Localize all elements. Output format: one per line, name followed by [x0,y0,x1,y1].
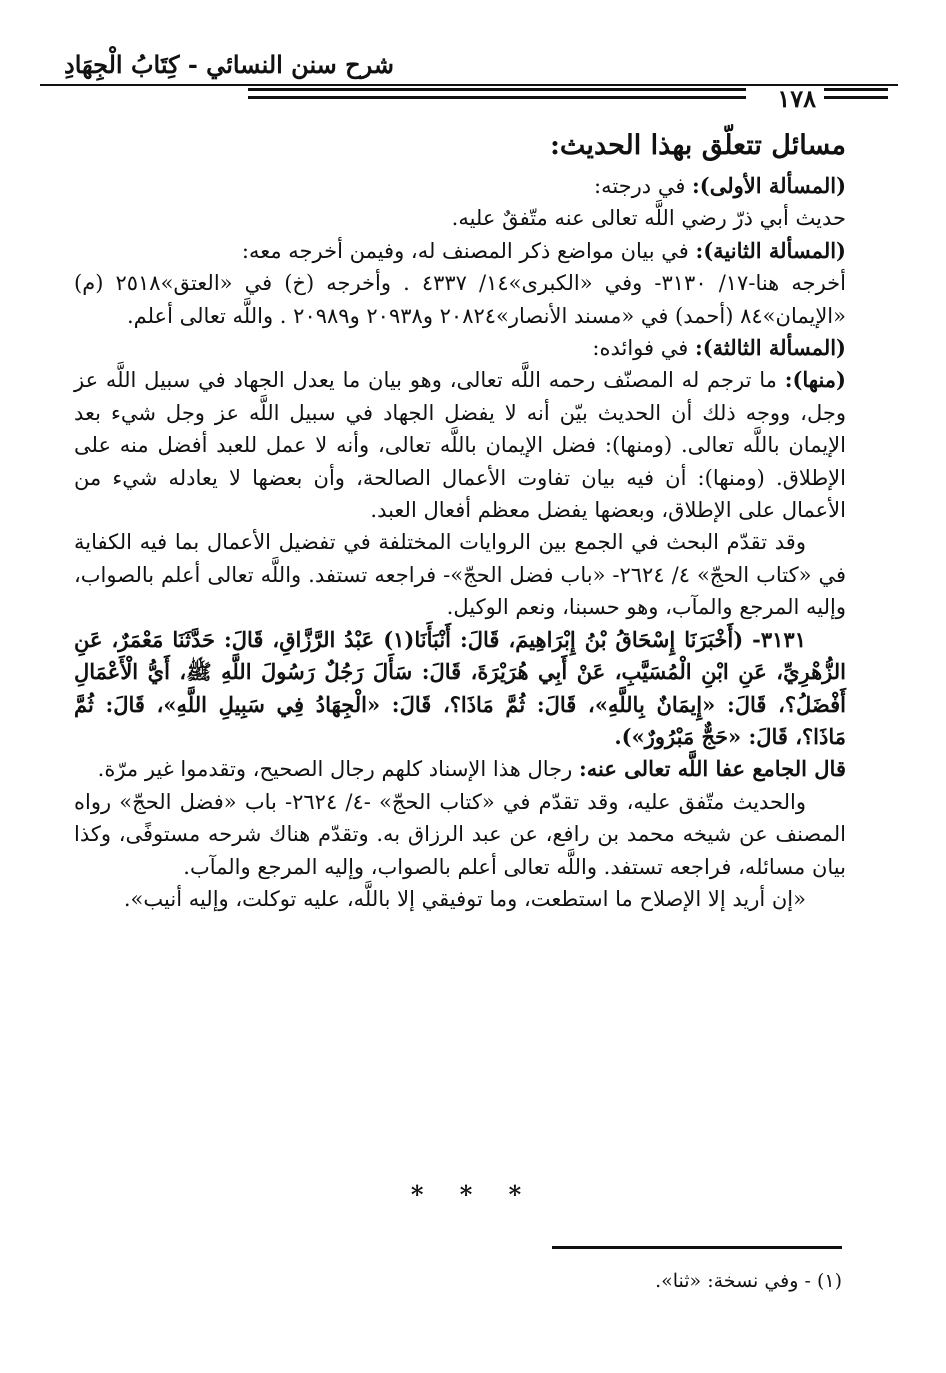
jami-label: قال الجامع عفا اللَّه تعالى عنه: [578,756,846,782]
section-heading: مسائل تتعلّق بهذا الحديث: [549,130,846,161]
paragraph-masala-1 [74,170,846,202]
paragraph-text: في فوائده: [592,336,695,361]
header-double-rule-left-lower [248,96,746,99]
header-double-rule-right-lower [824,96,888,99]
paragraph-text: في درجته: [594,174,693,198]
paragraph-benefits [74,364,846,526]
footnote: (١) - وفي نسخة: «ثنا». [655,1270,842,1292]
header-double-rule-right [824,88,888,91]
paragraph-reference [74,526,846,623]
section-stars: * * * [410,1180,536,1209]
header-rule [40,84,898,86]
paragraph-masala-2 [74,235,846,267]
paragraph-grade [74,202,846,234]
paragraph-closing: والحديث متّفق عليه، وقد تقدّم في «كتاب الحجّ» -٤/ ٢٦٢٤- باب «فضل الحجّ» رواه المصنف عن شيخه محمد بن رافع، عن عبد الرزاق به. وتقدّم هناك شرحه مستوفًى، وكذا بيان مسائله، فراجعه تستفد. واللَّه تعالى أعلم بالصواب، وإليه المرجع والمآب. [74,789,846,879]
paragraph-text: ما ترجم له المصنّف رحمه اللَّه تعالى، وهو بيان ما يعدل الجهاد في سبيل اللَّه عز وجل، ووجه ذلك أن الحديث بيّن أنه لا يفضل الجهاد في سبيل اللَّه عز وجل شيء بعد الإيمان باللَّه تعالى. (ومنها): فضل الإيمان باللَّه تعالى، وأنه لا عمل للعبد أفضل منه على الإطلاق. (ومنها): أن فيه بيان تفاوت الأعمال الصالحة، وأن بعضها لا يعادله شيء من الأعمال على الإطلاق، وبعضها يفضل معظم أفعال العبد. [74,368,846,523]
header-double-rule-left [248,88,746,91]
paragraph-label: (المسألة الثانية): [695,237,846,263]
paragraph-label: (المسألة الأولى): [692,173,846,198]
hadith-text: ٣١٣١- (أَخْبَرَنَا إِسْحَاقُ بْنُ إِبْرَاهِيمَ، قَالَ: أَنْبَأَنَا(١) عَبْدُ الرَّزَّاقِ، قَالَ: حَدَّثَنَا مَعْمَرٌ، عَنِ الزُّهْرِيِّ، عَنِ ابْنِ الْمُسَيَّبِ، عَنْ أَبِي هُرَيْرَةَ، قَالَ: سَأَلَ رَجُلٌ رَسُولَ اللَّهِ ﷺ، أَيُّ الْأَعْمَالِ أَفْضَلُ؟، قَالَ: «إِيمَانٌ بِاللَّهِ»، قَالَ: ثُمَّ مَاذَا؟، قَالَ: «الْجِهَادُ فِي سَبِيلِ اللَّهِ»، قَالَ: ثُمَّ مَاذَا؟، قَالَ: «حَجٌّ مَبْرُورٌ»). [74,626,846,749]
paragraph-label: (منها): [784,367,846,393]
paragraph-text: أخرجه هنا-١٧/ ٣١٣٠- وفي «الكبرى»١٤/ ٤٣٣٧ . وأخرجه (خ) في «العتق»٢٥١٨ (م) «الإيمان»٨٤ (أحمد) في «مسند الأنصار»٢٠٨٢٤ و٢٠٩٣٨ و٢٠٩٨٩ . واللَّه تعالى أعلم. [74,271,846,328]
running-header-title: شرح سنن النسائي - كِتَابُ الْجِهَادِ [64,50,394,79]
paragraph-takhrij [74,267,846,332]
paragraph-closing-quote: «إن أريد إلا الإصلاح ما استطعت، وما توفيقي إلا باللَّه، عليه توكلت، وإليه أنيب». [123,886,806,911]
footnote-rule [552,1246,842,1249]
paragraph-text: حديث أبي ذرّ رضي اللَّه تعالى عنه متّفقٌ عليه. [451,206,846,231]
paragraph-text: في بيان مواضع ذكر المصنف له، وفيمن أخرجه معه: [241,238,696,263]
jami-text: رجال هذا الإسناد كلهم رجال الصحيح، وتقدموا غير مرّة. [97,757,579,782]
paragraph-text: وقد تقدّم البحث في الجمع بين الروايات المختلفة في تفضيل الأعمال بما فيه الكفاية في «كتاب الحجّ» ٤/ ٢٦٢٤- «باب فضل الحجّ»- فراجعه تستفد. واللَّه تعالى أعلم بالصواب، وإليه المرجع والمآب، وهو حسبنا، ونعم الوكيل. [74,530,846,620]
page-number: ١٧٨ [777,84,816,113]
paragraph-jami [74,753,846,785]
page-body [74,126,846,915]
paragraph-masala-3 [74,332,846,364]
paragraph-label: (المسألة الثالثة): [694,335,846,361]
